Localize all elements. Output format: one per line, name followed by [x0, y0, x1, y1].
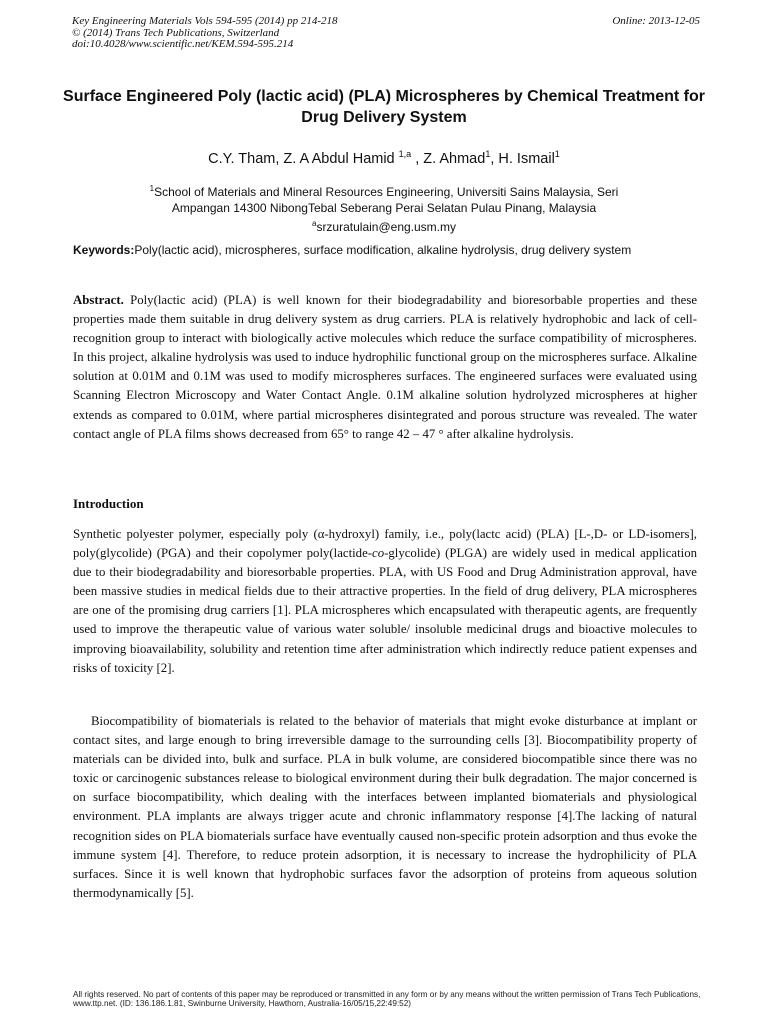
introduction-paragraph-1: Synthetic polyester polymer, especially poly (α-hydroxyl) family, i.e., poly(lactc acid) (PLA) [L-,D- or LD-isomers], poly(glycolide) (PGA) and their copolymer poly(lactide-co-glycolide) (PLGA) are widely used in medical application due to their biodegradability and bioresorbable properties. PLA, with US Food and Drug Administration approval, have been massive studies in medical fields due to their attractive properties. In the field of drug delivery, PLA microspheres are one of the promising drug carriers [1]. PLA microspheres which encapsulated with therapeutic agents, are frequently used to improve the therapeutic value of various water soluble/ insoluble medicinal drugs and bioactive molecules to improving bioavailability, solubility and retention time after administration which indirectly reduce patient expenses and risks of toxicity [2]. — [73, 527, 697, 675]
affiliation-line-1: $^1$School of Materials and Mineral Resources Engineering, Universiti Sains Malaysia, Seri — [149, 184, 619, 199]
journal-header — [72, 16, 700, 51]
doi-line: doi:10.4028/www.scientific.net/KEM.594-595.214 — [72, 38, 294, 50]
author-4-affiliation-mark: 1 — [554, 149, 560, 159]
keywords — [73, 242, 697, 258]
abstract-label: Abstract. — [73, 293, 124, 307]
author-3-affiliation-mark: 1 — [485, 149, 491, 159]
keywords-text: Poly(lactic acid), microspheres, surface modification, alkaline hydrolysis, drug delivery system — [134, 243, 632, 257]
keywords-label: Keywords: — [73, 243, 135, 257]
online-date: Online: 2013-12-05 — [612, 15, 700, 27]
paper-title: Surface Engineered Poly (lactic acid) (PLA) Microspheres by Chemical Treatment for Drug Delivery System — [63, 88, 705, 126]
affiliation-mark-1: 1 — [149, 184, 155, 193]
abstract-paragraph — [73, 291, 697, 444]
introduction-heading: Introduction — [73, 496, 144, 511]
corresponding-email: $^a$srzuratulain@eng.usm.my — [311, 219, 457, 234]
author-2-affiliation-mark: 1,a — [398, 149, 412, 159]
author-2: Z. A Abdul Hamid — [283, 150, 399, 167]
journal-citation: Key Engineering Materials Vols 594-595 (2014) pp 214-218 — [72, 15, 338, 27]
author-4: , H. Ismail — [490, 150, 555, 167]
email-mark: a — [311, 219, 317, 228]
italic-co: co — [372, 546, 385, 561]
author-3: , Z. Ahmad — [411, 150, 486, 167]
abstract-text: Poly(lactic acid) (PLA) is well known for their biodegradability and bioresorbable properties and these properties made them suitable in drug delivery system as drug carriers. PLA is relatively hydrophobic and lack of cell-recognition group to interact with biologically active molecules which reduce the surface compatibility of microspheres. In this project, alkaline hydrolysis was used to induce hydrophilic functional group on the microspheres surface. Alkaline solution at 0.01M and 0.1M was used to modify microspheres surfaces. The engineered surfaces were evaluated using Scanning Electron Microscopy and Water Contact Angle. 0.1M alkaline solution hydrolyzed microspheres at higher extends as compared to 0.01M, where partial microspheres disintegrated and porous structure was revealed. The water contact angle of PLA films shows decreased from 65° to range 42 – 47 ° after alkaline hydrolysis. — [73, 293, 697, 441]
author-1: C.Y. Tham, — [208, 150, 284, 167]
affiliation-line-2: Ampangan 14300 NibongTebal Seberang Perai Selatan Pulau Pinang, Malaysia — [171, 201, 597, 215]
copyright-line: © (2014) Trans Tech Publications, Switzerland — [72, 26, 280, 39]
copyright-footer: All rights reserved. No part of contents of this paper may be reproduced or transmitted in any form or by any means without the written permission of Trans Tech Publications, www.ttp.net. (ID: 136.186.1.81, Swinburne University, Hawthorn, Australia-16/05/15,22:49:52) — [73, 990, 701, 1008]
affiliation-block — [60, 181, 708, 235]
introduction-paragraph-2: Biocompatibility of biomaterials is related to the behavior of materials that might evoke disturbance at implant or contact sites, and large enough to bring irreversible damage to the surrounding cells [3]. Biocompatibility property of materials can be divided into, bulk and surface. PLA in bulk volume, are considered biocompatible since there was no toxic or carcinogenic substances release to biological environment during their bulk degradation. The major concerned is on surface biocompatibility, which dealing with the interfaces between implanted biomaterials and physiological environment. PLA implants are always trigger acute and chronic inflammatory response [4].The lacking of natural recognition sides on PLA biomaterials surface have eventually caused non-specific protein adsorption and thus evoke the immune system [4]. Therefore, to reduce protein adsorption, it is necessary to increase the hydrophilicity of PLA surfaces. Since it is well known that hydrophobic surfaces favor the adsorption of proteins from aqueous solution thermodynamically [5]. — [73, 714, 697, 900]
author-list — [60, 145, 708, 168]
